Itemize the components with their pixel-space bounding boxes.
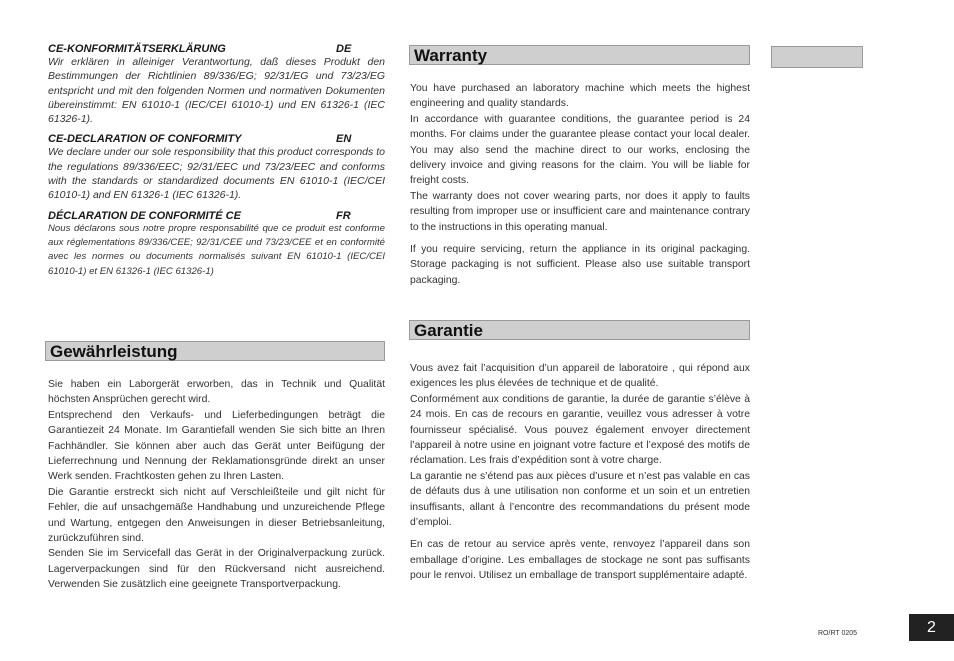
ce-text-de: Wir erklären in alleiniger Verantwortung, daß dieses Produkt den Bestimmungen der Richtlinien 89/336/EG; 92/31/EG und 73/23/EG entspricht und mit den folgenden Normen und normativen Dokumenten übereinstimmt: EN 61010-1 (IEC/CEI 61010-1) und EN 61326-1 (IEC 61326-1).: [48, 56, 385, 126]
left-column: [48, 43, 385, 286]
ce-language-code: EN: [336, 133, 352, 146]
ce-heading-title: DÉCLARATION DE CONFORMITÉ CE: [48, 209, 241, 222]
ce-heading-title: CE-KONFORMITÄTSERKLÄRUNG: [48, 43, 226, 55]
garantie-para-4: En cas de retour au service après vente, renvoyez l’appareil dans son emballage d’origine. Les emballages de stockage ne sont pas suffisants pour le renvoi. Utilisez un emballage de transport supplémentaire adapté.: [410, 539, 750, 582]
ce-declaration-fr: [48, 210, 385, 279]
warranty-title: Warranty: [409, 45, 750, 65]
garantie-title: Garantie: [409, 320, 750, 340]
warranty-para-2: In accordance with guarantee conditions, the guarantee period is 24 months. For claims under the guarantee please contact your local dealer. You may also send the machine direct to our works, enclosing the delivery invoice and giving reasons for the claim. You will be liable for freight costs.: [410, 113, 750, 187]
garantie-para-3: La garantie ne s’étend pas aux pièces d’usure et n’est pas valable en cas de défauts dus à une utilisation non conforme et un soin et un entretien insuffisants, allant à l’encontre des recommandations du présent mode d’emploi.: [410, 470, 750, 529]
document-code: RO/RT 0205: [818, 630, 858, 637]
gewaehrleistung-para-1: Sie haben ein Laborgerät erworben, das in Technik und Qualität höchsten Ansprüchen gerecht wird.: [48, 379, 385, 406]
ce-declaration-de: [48, 43, 385, 126]
ce-declaration-en: [48, 133, 385, 202]
gewaehrleistung-para-3: Die Garantie erstreckt sich nicht auf Verschleißteile und gilt nicht für Fehler, die auf unsachgemäße Handhabung und unzureichende Pflege und Wartung, entgegen den Anweisungen in dieser Betriebsanleitung, zurückzuführen sind.: [48, 486, 385, 545]
ce-heading-fr: [48, 210, 385, 222]
page-number: 2: [909, 614, 954, 641]
gewaehrleistung-para-4: Senden Sie im Servicefall das Gerät in der Originalverpackung zurück. Lagerverpackungen sind für den Rückversand nicht ausreichend. Verwenden Sie zusätzlich eine geeignete Transportverpackung.: [48, 548, 385, 591]
warranty-section: [409, 45, 750, 288]
ce-text-en: We declare under our sole responsibility that this product corresponds to the regulations 89/336/EEC; 92/31/EEC und 73/23/EEC and conforms with the standards or standardized documents EN 61010-1 (IEC/CEI 61010-1) and EN 61326-1 (IEC 61326-1).: [48, 146, 385, 202]
warranty-para-4: If you require servicing, return the appliance in its original packaging. Storage packaging is not sufficient. Please also use suitable transport packaging.: [410, 244, 750, 286]
gewaehrleistung-section: [45, 341, 385, 593]
warranty-para-3: The warranty does not cover wearing parts, nor does it apply to faults resulting from improper use or insufficient care and maintenance contrary to the instructions in this operating manual.: [410, 190, 750, 233]
warranty-para-1: You have purchased an laboratory machine which meets the highest engineering and quality standards.: [410, 83, 750, 110]
ce-language-code: DE: [336, 43, 352, 55]
garantie-para-1: Vous avez fait l’acquisition d’un appareil de laboratoire , qui répond aux exigences les plus élevées de technique et de qualité.: [410, 363, 750, 390]
ce-heading-title: CE-DECLARATION OF CONFORMITY: [48, 133, 242, 146]
ce-language-code: FR: [336, 209, 351, 222]
garantie-para-2: Conformément aux conditions de garantie, la durée de garantie s’élève à 24 mois. En cas de recours en garantie, veuillez vous adresser à votre fournisseur spécialisé. Vous pouvez également envoyer directement l’appareil à notre usine en joignant votre facture et l’exposé des motifs de réclamation. Les frais d’expédition sont à votre charge.: [410, 393, 750, 467]
garantie-section: [409, 320, 750, 584]
gewaehrleistung-para-2: Entsprechend den Verkaufs- und Lieferbedingungen beträgt die Garantiezeit 24 Monate. Im Garantiefall wenden Sie sich bitte an Ihren Fachhändler. Sie können aber auch das Gerät unter Beifügung der Lieferrechnung und Nennung der Reklamationsgründe direkt an unser Werk senden. Frachtkosten gehen zu Ihren Lasten.: [48, 409, 385, 483]
ce-text-fr: Nous déclarons sous notre propre responsabilité que ce produit est conforme aux réglementations 89/336/CEE; 92/31/CEE und 73/23/CEE et en conformité avec les normes ou documents normalisés suivant EN 61010-1 (IEC/CEI 61010-1) et EN 61326-1 (IEC 61326-1): [48, 222, 385, 277]
side-header-bar: [771, 46, 863, 68]
gewaehrleistung-title: Gewährleistung: [45, 341, 385, 361]
ce-heading-en: [48, 133, 385, 145]
ce-heading-de: [48, 43, 385, 55]
